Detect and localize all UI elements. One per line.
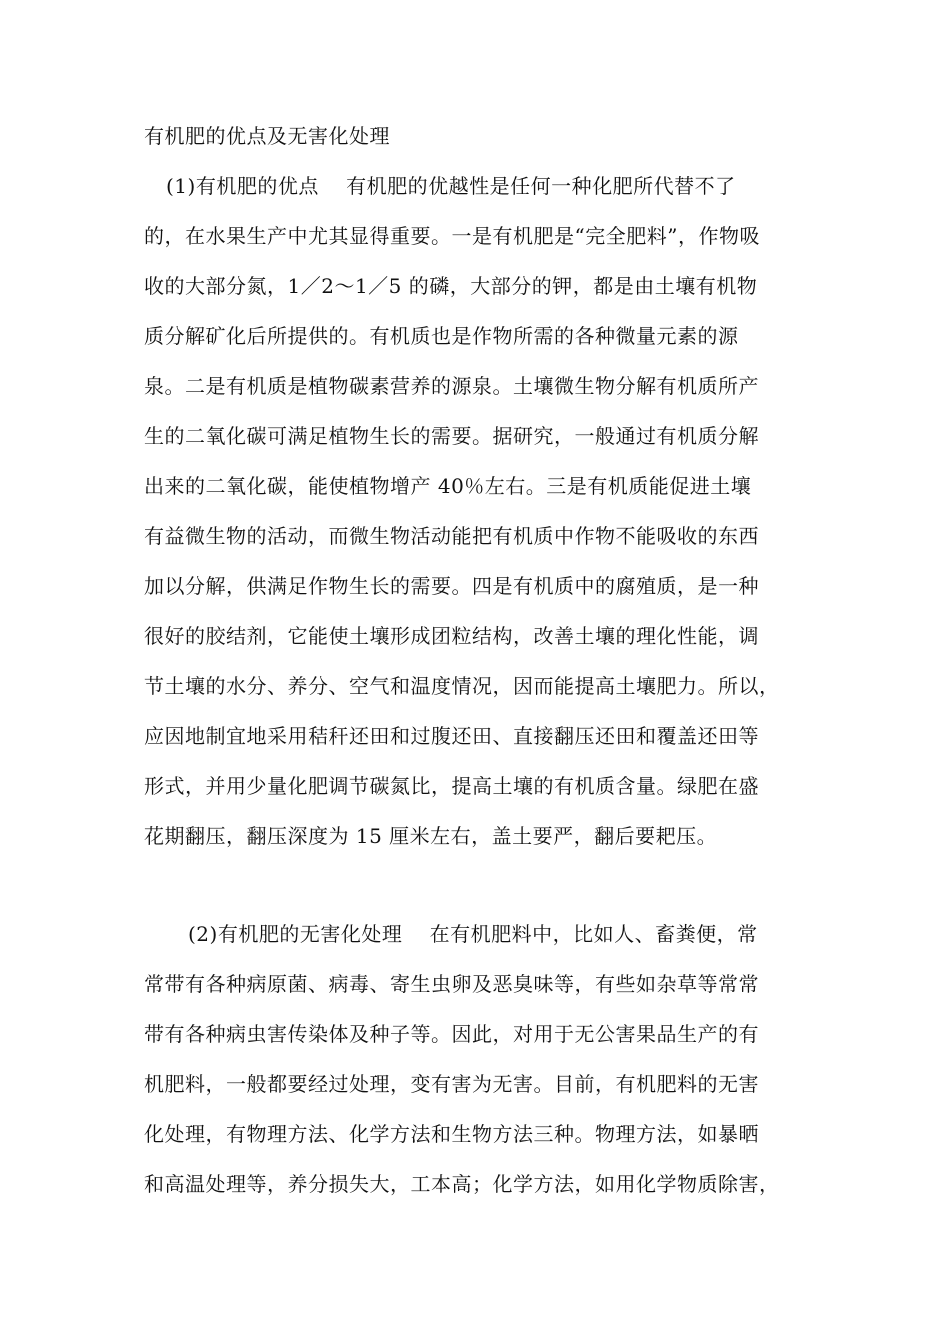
- paragraph-line: 机肥料，一般都要经过处理，变有害为无害。目前，有机肥料的无害: [144, 1072, 759, 1096]
- paragraph-line: 收的大部分氮，1／2～1／5 的磷，大部分的钾，都是由土壤有机物: [144, 274, 758, 298]
- paragraph-line: 的，在水果生产中尤其显得重要。一是有机肥是“完全肥料”，作物吸: [144, 224, 760, 248]
- paragraph-line: 生的二氧化碳可满足植物生长的需要。据研究，一般通过有机质分解: [144, 424, 759, 448]
- paragraph-line: 常带有各种病原菌、病毒、寄生虫卵及恶臭味等，有些如杂草等常常: [144, 972, 759, 996]
- paragraph-line: 和高温处理等，养分损失大，工本高；化学方法，如用化学物质除害，: [144, 1172, 780, 1196]
- paragraph-line: 形式，并用少量化肥调节碳氮比，提高土壤的有机质含量。绿肥在盛: [144, 774, 759, 798]
- paragraph-line: (2)有机肥的无害化处理 在有机肥料中，比如人、畜粪便，常: [188, 922, 758, 946]
- paragraph-line: 加以分解，供满足作物生长的需要。四是有机质中的腐殖质，是一种: [144, 574, 759, 598]
- paragraph-line: 花期翻压，翻压深度为 15 厘米左右，盖土要严，翻后要耙压。: [144, 824, 718, 848]
- paragraph-line: 出来的二氧化碳，能使植物增产 40％左右。三是有机质能促进土壤: [144, 474, 752, 498]
- document-title: 有机肥的优点及无害化处理: [144, 124, 390, 148]
- paragraph-line: 质分解矿化后所提供的。有机质也是作物所需的各种微量元素的源: [144, 324, 739, 348]
- paragraph-line: 化处理，有物理方法、化学方法和生物方法三种。物理方法，如暴晒: [144, 1122, 759, 1146]
- paragraph-line: 有益微生物的活动，而微生物活动能把有机质中作物不能吸收的东西: [144, 524, 759, 548]
- paragraph-line: 很好的胶结剂，它能使土壤形成团粒结构，改善土壤的理化性能，调: [144, 624, 759, 648]
- paragraph-line: 泉。二是有机质是植物碳素营养的源泉。土壤微生物分解有机质所产: [144, 374, 759, 398]
- paragraph-line: 节土壤的水分、养分、空气和温度情况，因而能提高土壤肥力。所以，: [144, 674, 780, 698]
- paragraph-line: 带有各种病虫害传染体及种子等。因此，对用于无公害果品生产的有: [144, 1022, 759, 1046]
- paragraph-line: 应因地制宜地采用秸秆还田和过腹还田、直接翻压还田和覆盖还田等: [144, 724, 759, 748]
- paragraph-line: (1)有机肥的优点 有机肥的优越性是任何一种化肥所代替不了: [166, 174, 736, 198]
